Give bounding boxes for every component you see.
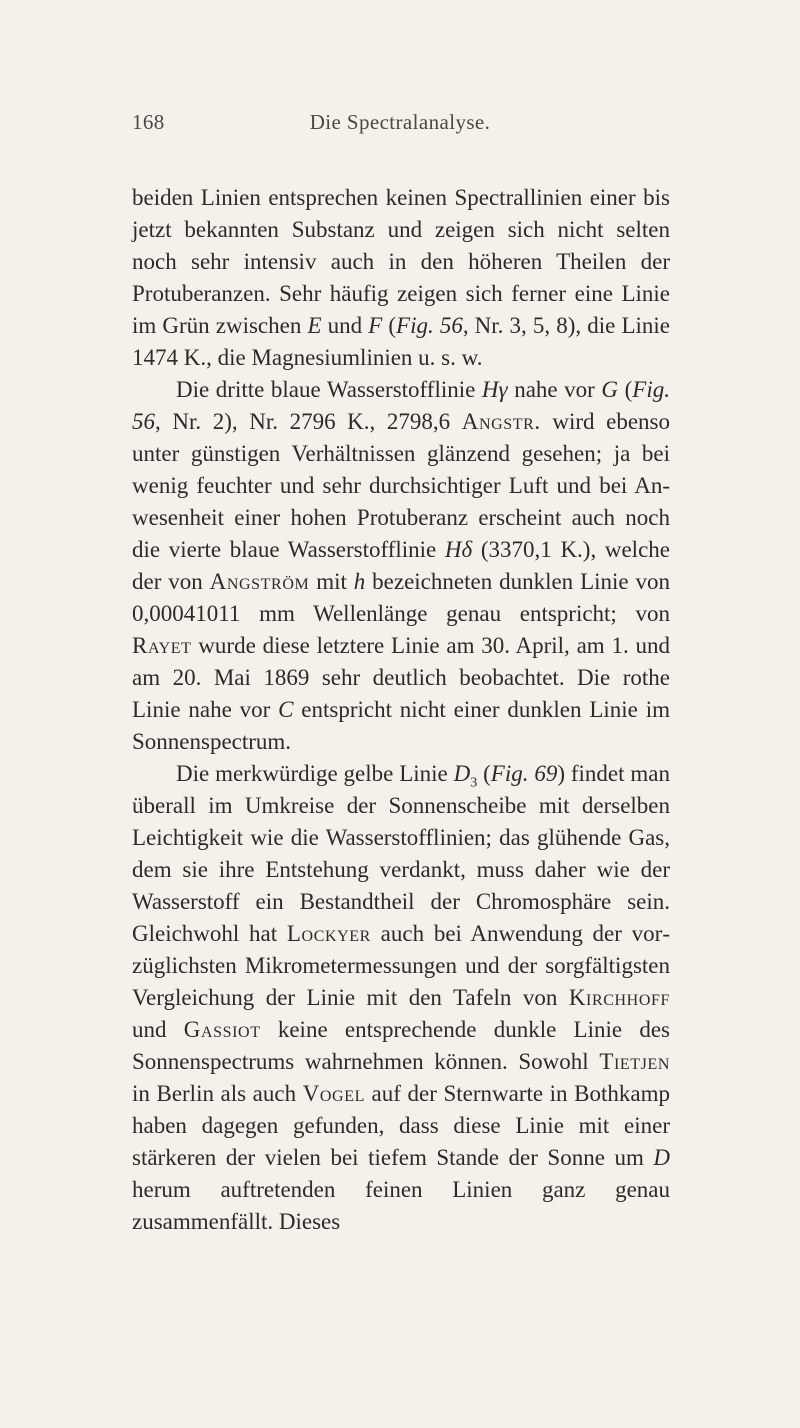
italic-text: D (453, 761, 471, 786)
text-run: auf der Sternwarte in Bothkamp haben dagegen gefunden, dass diese Linie mit einer stärkeren der vielen bei tiefem Stande der Sonne um (132, 1081, 670, 1170)
italic-text: Fig. 56 (396, 313, 463, 338)
text-run: in Berlin als auch (132, 1081, 303, 1106)
text-run: beiden Linien entsprechen keinen Spectrallinien einer bis jetzt bekannten Substanz und zeigen sich nicht selten noch sehr intensiv auch in den höheren Theilen der Protuberanzen. Sehr häufig zeigen sich ferner eine Linie im Grün zwischen (132, 185, 670, 338)
italic-text: C (278, 697, 294, 722)
italic-text: Hδ (444, 537, 473, 562)
text-run: (3370,1 K.), welche der von (132, 537, 670, 594)
italic-text: D (653, 1145, 670, 1170)
text-run: nahe vor (507, 377, 602, 402)
author-name: Tietjen (599, 1049, 670, 1074)
text-run: und (321, 313, 369, 338)
text-run: wurde diese letztere Linie am 30. April, am 1. und am 20. Mai 1869 sehr deutlich beobachtet. Die rothe Linie nahe vor (132, 633, 670, 722)
running-head (132, 110, 668, 140)
paragraph (132, 758, 670, 1238)
author-name: Gassiot (183, 1017, 261, 1042)
running-title: Die Spectralanalyse. (309, 110, 491, 134)
text-run: ( (618, 377, 633, 402)
body-text (132, 182, 670, 1238)
author-name: Angström (209, 569, 310, 594)
text-run: auch bei Anwendung der vorzüglichsten Mikrometermessungen und der sorgfältigsten Vergleichung der Linie mit den Tafeln von (132, 921, 671, 1010)
author-name: Vogel (302, 1081, 365, 1106)
italic-text: F (368, 313, 383, 338)
text-run: bezeichneten dunklen Linie von 0,00041011 mm Wellenlänge genau entspricht; von (132, 569, 670, 626)
text-run: keine entsprechende dunkle Linie des Sonnenspectrums wahrnehmen können. Sowohl (132, 1017, 671, 1074)
text-run: , Nr. 2), Nr. 2796 K., 2798,6 (155, 409, 462, 434)
text-run: entspricht nicht einer dunklen Linie im Sonnenspectrum. (132, 697, 670, 754)
italic-text: G (601, 377, 619, 402)
paragraph (132, 182, 670, 374)
text-run: ( (477, 761, 491, 786)
subscript: 3 (470, 775, 478, 791)
italic-text: Fig. 69 (490, 761, 558, 786)
text-run: , Nr. 3, 5, 8), die Linie 1474 K., die Magnesiumlinien u. s. w. (132, 313, 670, 370)
text-run: mit (309, 569, 354, 594)
page-number: 168 (132, 110, 165, 134)
text-run: ( (382, 313, 397, 338)
text-run: Die merkwürdige gelbe Linie (176, 761, 454, 786)
author-name: Angstr. (461, 409, 541, 434)
author-name: Kirchhoff (568, 985, 670, 1010)
text-run: herum auftretenden feinen Linien ganz genau zusammenfällt. Dieses (132, 1177, 670, 1234)
italic-text: h (353, 569, 366, 594)
author-name: Rayet (132, 633, 192, 658)
italic-text: Hγ (481, 377, 508, 402)
italic-text: Fig. 56 (132, 377, 670, 434)
text-run: und (132, 1017, 184, 1042)
paragraph (132, 374, 670, 758)
author-name: Lockyer (286, 921, 371, 946)
text-run: wird ebenso unter günstigen Verhältnissen glänzend gesehen; ja bei wenig feuchter und sehr durchsichtiger Luft und bei Anwesenheit einer hohen Protuberanz erscheint auch noch die vierte blaue Wasserstofflinie (132, 409, 670, 562)
italic-text: E (307, 313, 322, 338)
text-run: Die dritte blaue Wasserstofflinie (176, 377, 482, 402)
text-run: ) findet man überall im Umkreise der Sonnenscheibe mit derselben Leichtigkeit wie die Wasserstofflinien; das glühende Gas, dem sie ihre Entstehung verdankt, muss daher wie der Wasserstoff ein Bestandtheil der Chromosphäre sein. Gleichwohl hat (132, 761, 670, 946)
